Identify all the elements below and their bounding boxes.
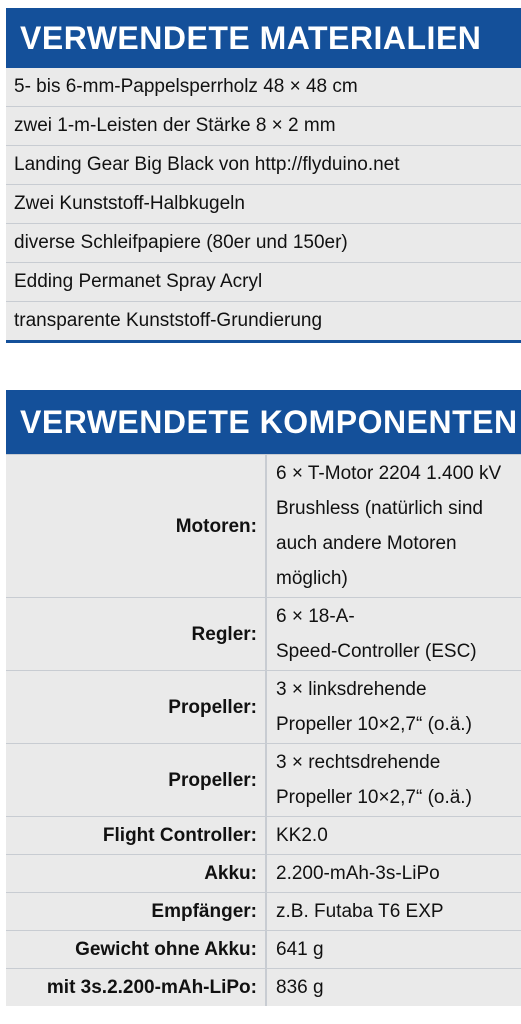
component-row-motoren xyxy=(6,455,521,598)
component-label: Empfänger: xyxy=(6,893,266,931)
materials-list xyxy=(6,68,521,343)
component-value-line: 3 × linksdrehende xyxy=(276,679,427,700)
component-value-line: Brushless (natürlich sind xyxy=(276,498,483,519)
component-value xyxy=(266,598,521,671)
component-label: Regler: xyxy=(6,598,266,671)
component-label: Gewicht ohne Akku: xyxy=(6,931,266,969)
material-item: transparente Kunststoff-Grundierung xyxy=(6,301,521,340)
component-label: Akku: xyxy=(6,855,266,893)
component-label: Flight Controller: xyxy=(6,817,266,855)
component-value-line: Propeller 10×2,7“ (o.ä.) xyxy=(276,714,472,735)
components-header: VERWENDETE KOMPONENTEN xyxy=(6,390,521,454)
component-row-regler xyxy=(6,598,521,671)
component-row-gewicht-mit-akku xyxy=(6,969,521,1007)
component-value xyxy=(266,455,521,598)
materials-header: VERWENDETE MATERIALIEN xyxy=(6,8,521,68)
component-value: 2.200-mAh-3s-LiPo xyxy=(266,855,521,893)
component-value: 641 g xyxy=(266,931,521,969)
material-item: Zwei Kunststoff-Halbkugeln xyxy=(6,184,521,223)
material-item: Landing Gear Big Black von http://flyduino.net xyxy=(6,145,521,184)
component-row-gewicht xyxy=(6,931,521,969)
component-value-line: 6 × T-Motor 2204 1.400 kV xyxy=(276,463,502,484)
components-box xyxy=(6,390,521,1006)
component-value: 836 g xyxy=(266,969,521,1007)
component-value-line: 6 × 18-A- xyxy=(276,606,355,627)
component-label: Motoren: xyxy=(6,455,266,598)
materials-box xyxy=(6,8,521,343)
component-value-line: möglich) xyxy=(276,568,348,589)
material-item: 5- bis 6-mm-Pappelsperrholz 48 × 48 cm xyxy=(14,76,358,97)
components-table xyxy=(6,454,521,1006)
component-value: z.B. Futaba T6 EXP xyxy=(266,893,521,931)
material-item: zwei 1-m-Leisten der Stärke 8 × 2 mm xyxy=(6,106,521,145)
component-value-line: Speed-Controller (ESC) xyxy=(276,641,477,662)
component-label: mit 3s.2.200-mAh-LiPo: xyxy=(6,969,266,1007)
component-row-propeller-rechts xyxy=(6,744,521,817)
component-row-empfaenger xyxy=(6,893,521,931)
component-row-akku xyxy=(6,855,521,893)
component-label: Propeller: xyxy=(6,671,266,744)
component-value xyxy=(266,744,521,817)
component-value-line: auch andere Motoren xyxy=(276,533,457,554)
component-value-line: Propeller 10×2,7“ (o.ä.) xyxy=(276,787,472,808)
component-label: Propeller: xyxy=(6,744,266,817)
component-row-flight-controller xyxy=(6,817,521,855)
material-item: diverse Schleifpapiere (80er und 150er) xyxy=(6,223,521,262)
material-item: Edding Permanet Spray Acryl xyxy=(6,262,521,301)
component-value xyxy=(266,671,521,744)
component-value: KK2.0 xyxy=(266,817,521,855)
component-row-propeller-links xyxy=(6,671,521,744)
component-value-line: 3 × rechtsdrehende xyxy=(276,752,441,773)
